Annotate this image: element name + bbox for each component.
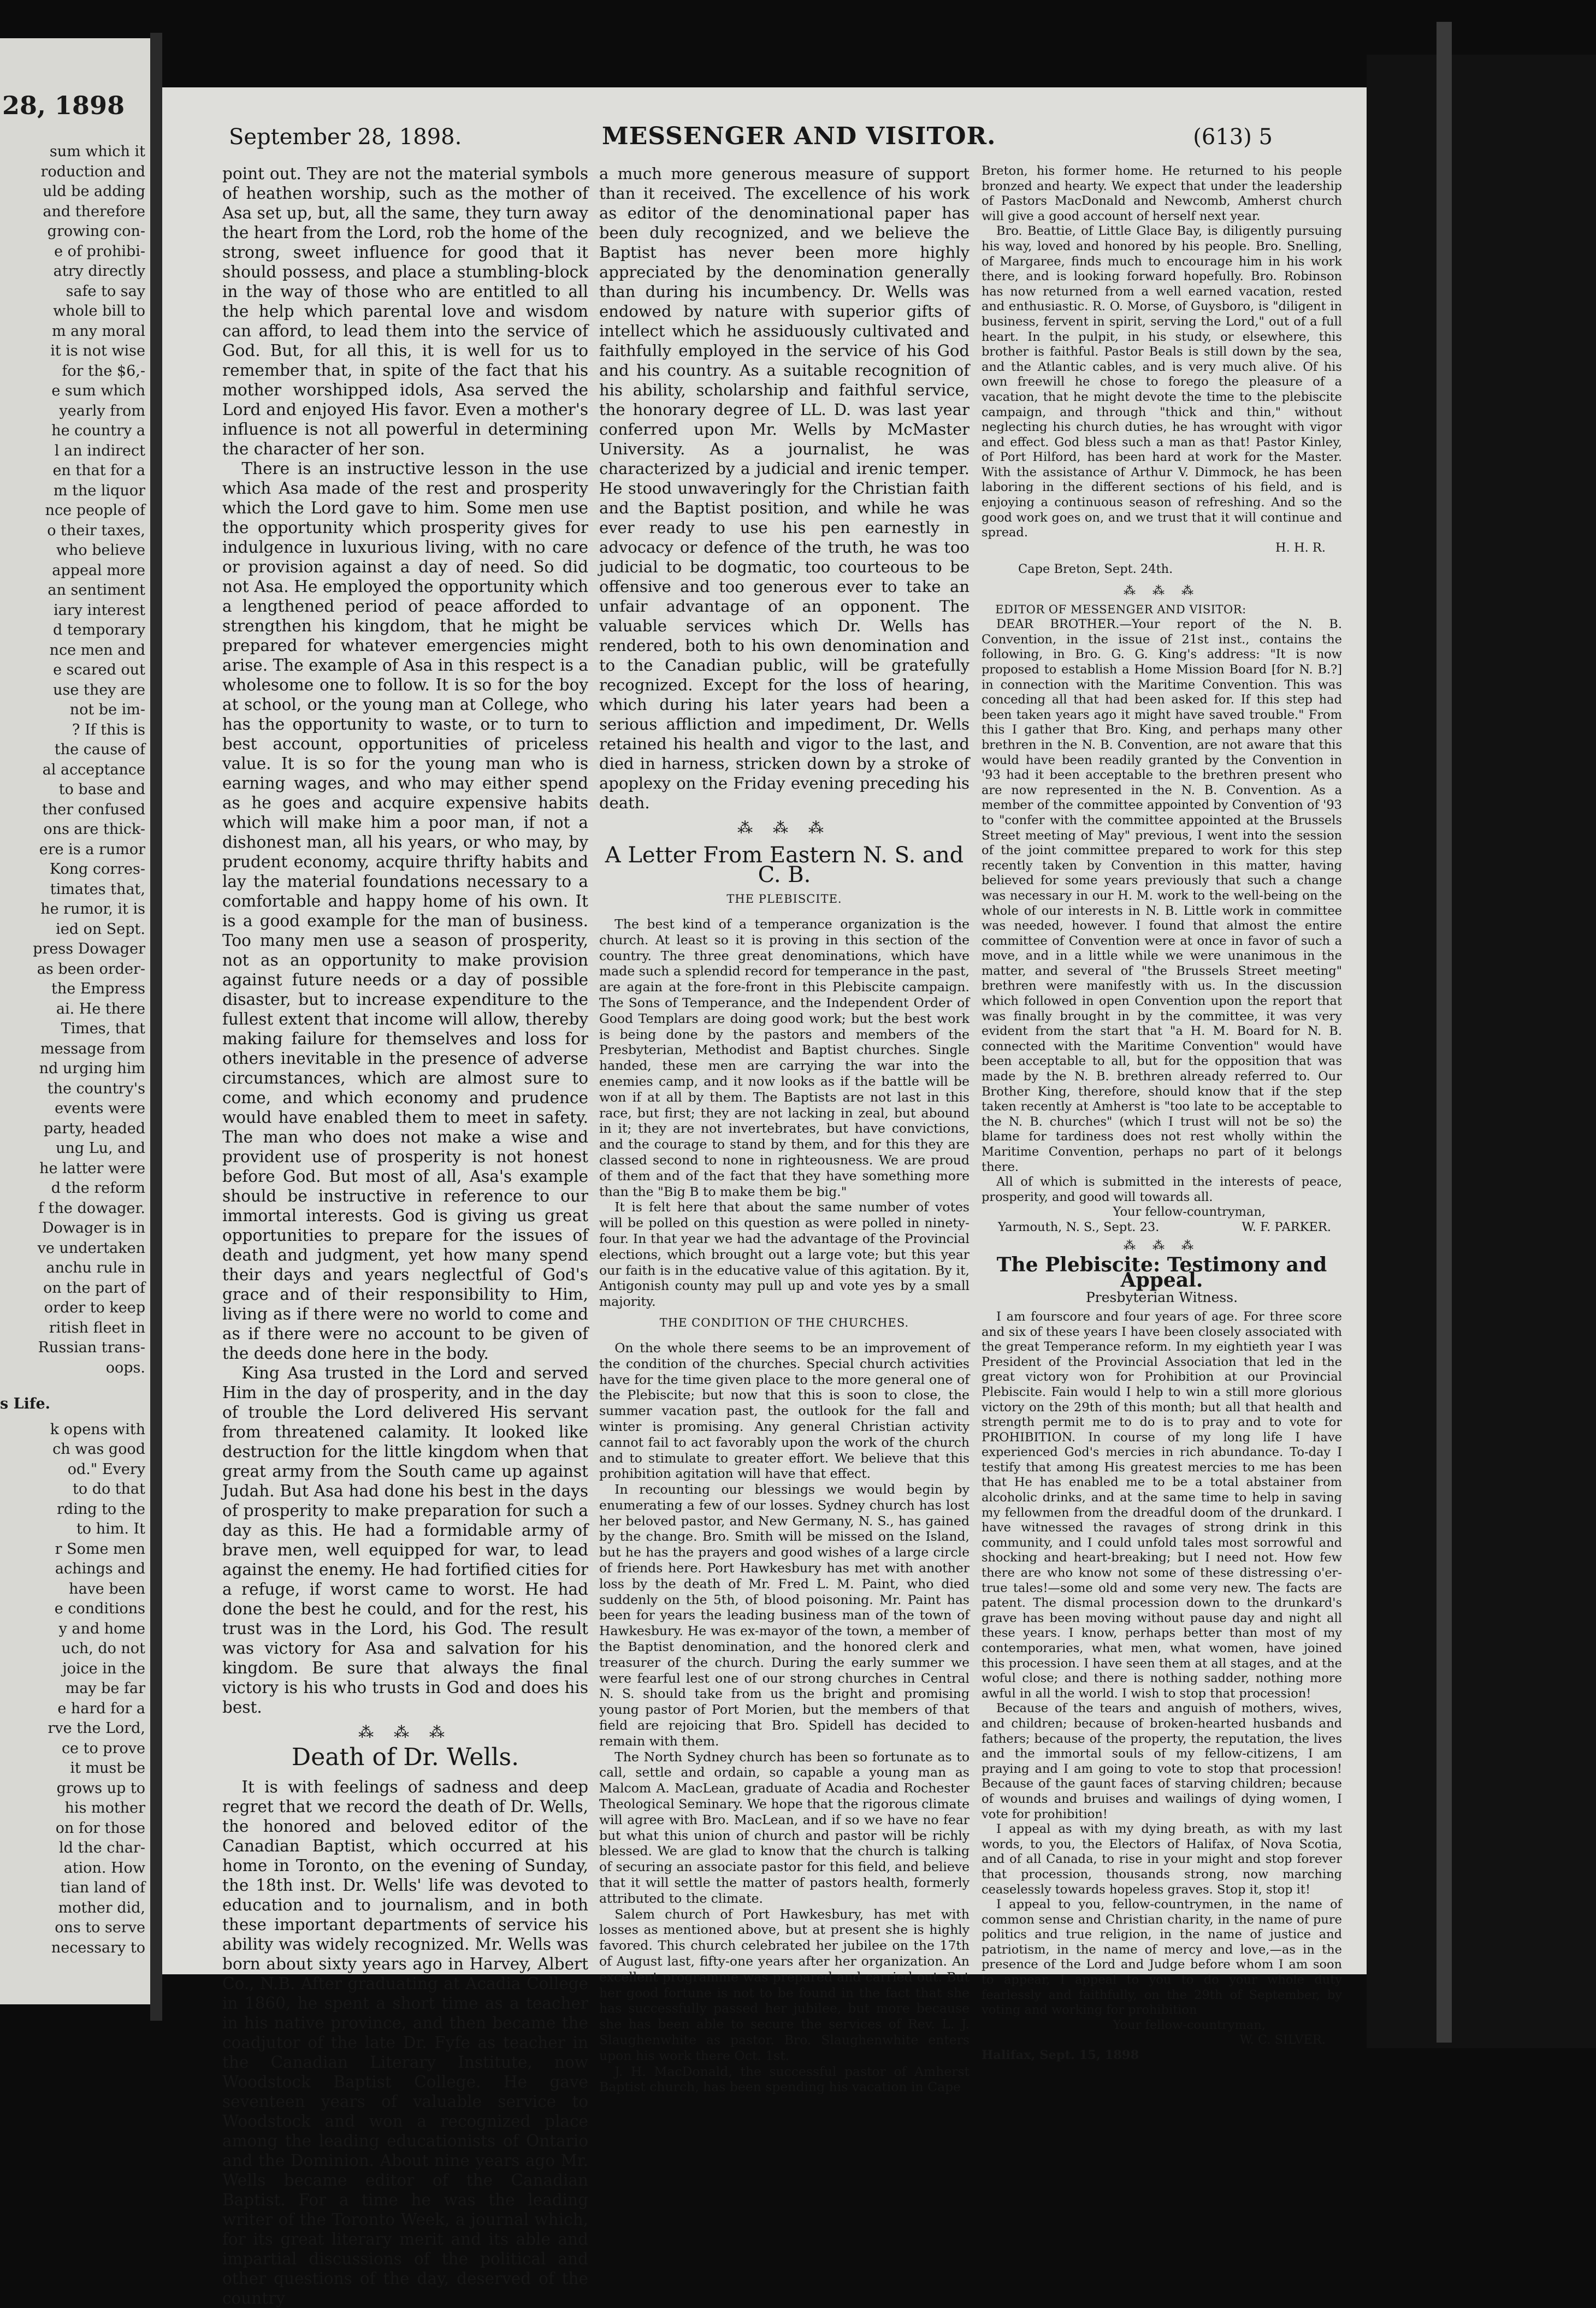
fragment-line: ai. He there xyxy=(56,1000,145,1017)
fragment-line: ung Lu, and xyxy=(56,1140,145,1157)
wells-article-body xyxy=(222,1777,588,2308)
fragment-line: as been order- xyxy=(37,960,145,978)
fragment-line: achings and xyxy=(55,1560,145,1577)
fragment-line: Times, that xyxy=(61,1020,145,1037)
fragment-line: his mother xyxy=(64,1800,145,1816)
paragraph: There is an instructive lesson in the use which Asa made of the rest and prosperity which the Lord gave to him. Some men use the opportunity which prosperity gives for indulgence in luxurious living, with no care or provision against a day of need. So did not Asa. He employed the opportunity which a lengthened period of peace afforded to strengthen his kingdom, that he might be prepared for whatever emergencies might arise. The example of Asa in this respect is a wholesome one to follow. It is so for the boy at school, or the young man at College, who has the opportunity to waste, or to turn to best account, opportunities of priceless value. It is so for the young man who is earning wages, and who may either spend as he goes and acquire expensive habits which will make him a poor man, if not a dishonest man, all his years, or who may, by prudent economy, acquire thrifty habits and lay the material foundations necessary to a comfortable and happy home of his own. It is a good example for the man of business. Too many men use a season of prosperity, not as an opportunity to make provision against future needs or a day of possible disaster, but to increase expenditure to the fullest extent that income will allow, thereby making failure for themselves and loss for others inevitable in the presence of adverse circumstances, which are almost sure to come, and which economy and prudence would have enabled them to meet in safety. The man who does not make a wise and provident use of prosperity is not honest before God. But most of all, Asa's example should be instructive in reference to our immortal interests. God is giving us great opportunities to prepare for the issues of death and judgment, yet how many spend their days and years neglectful of God's grace and of their responsibility to Him, living as if there were no world to come and as if there were no account to be given of the deeds done here in the body. xyxy=(222,459,588,1363)
section-ornament: ⁂ ⁂ ⁂ xyxy=(358,1723,452,1741)
masthead-title: MESSENGER AND VISITOR. xyxy=(602,122,996,150)
fragment-line: safe to say xyxy=(66,282,145,300)
fragment-line: m any moral xyxy=(51,322,145,340)
paragraph: a much more generous measure of support than it received. The excellence of his work as editor of the denominational paper has been duly recognized, and we believe the Baptist has never been more highly appreciated by the denomination generally than during his incumbency. Dr. Wells was endowed by nature with superior gifts of intellect which he assiduously cultivated and faithfully employed in the service of his God and his country. As a suitable recognition of his ability, scholarship and faithful service, the honorary degree of LL. D. was last year conferred upon Mr. Wells by McMaster University. As a journalist, he was characterized by a judicial and irenic temper. He stood unwaveringly for the Christian faith and the Baptist position, and while he was ever ready to use his pen earnestly in advocacy or defence of the truth, he was too judicial to be dogmatic, too courteous to be offensive and too generous ever to take an unfair advantage of an opponent. The valuable services which Dr. Wells has rendered, both to his own denomination and to the Canadian public, will be gratefully recognized. Except for the loss of hearing, which during his later years had been a serious affliction and impediment, Dr. Wells retained his health and vigor to the last, and died in harness, stricken down by a stroke of apoplexy on the Friday evening preceding his death. xyxy=(599,164,970,812)
previous-page-header: 28, 1898 xyxy=(2,91,125,120)
fragment-line: m the liquor xyxy=(53,482,145,499)
fragment-line: rve the Lord, xyxy=(48,1720,145,1737)
section-ornament: ⁂ ⁂ ⁂ xyxy=(737,819,831,837)
fragment-line: uch, do not xyxy=(61,1640,145,1657)
fragment-line: mother did, xyxy=(58,1899,145,1916)
fragment-line: uld be adding xyxy=(43,183,145,200)
fragment-line: al acceptance xyxy=(42,761,145,778)
fragment-line: y and home xyxy=(58,1620,145,1637)
fragment-line: atry directly xyxy=(53,263,145,280)
fragment-line: the cause of xyxy=(54,741,145,758)
fragment-line: Kong corres- xyxy=(49,861,145,878)
fragment-line: ve undertaken xyxy=(37,1239,145,1257)
paragraph: King Asa trusted in the Lord and served Him in the day of prosperity, and in the day of trouble the Lord delivered His servant from threatened calamity. It looked like destruction for the little kingdom when that great army from the South came up against Judah. But Asa had done his best in the days of prosperity to make preparation for such a day as this. He had a formidable army of brave men, well equipped for war, to lead against the enemy. He had fortified cities for a refuge, if worst came to worst. He had done the best he could, and for the rest, his trust was in the Lord, his God. The result was victory for Asa and salvation for his kingdom. Be sure that always the final victory is his who trusts in God and does his best. xyxy=(222,1364,588,1717)
fragment-line: an sentiment xyxy=(48,582,145,599)
wells-heading: Death of Dr. Wells. xyxy=(291,1743,519,1771)
fragment-line: have been xyxy=(69,1580,145,1597)
fragment-line: it must be xyxy=(70,1760,145,1777)
fragment-line: ? If this is xyxy=(72,721,145,738)
fragment-line: the country's xyxy=(47,1080,145,1097)
paragraph: I am fourscore and four years of age. For three score and six of these years I have been closely associated with the great Temperance reform. In my eightieth year I was President of the Provincial Association that led in the great victory won for Prohibition at our Provincial Plebiscite. Fain would I help to win a still more glorious victory on the 29th of this month; but all that health and strength permit me to do is to pray and to vote for PROHIBITION. In course of my long life I have experienced God's mercies in rich abundance. To-day I testify that among His greatest mercies to me has been that He has enabled me to be a total abstainer from alcoholic drinks, and at the same time to help in saving my fellowmen from the dreadful doom of the drunkard. I have witnessed the ravages of strong drink in this community, and I could unfold tales most sorrowful and shocking and heart-breaking; but I need not. How few there are who know not some of these distressing o'er-true tales!—some old and some very new. The facts are patent. The dismal procession down to the drunkard's grave has been moving without pause day and night all these years. I know, perhaps better than most of my contemporaries, what men, what women, have joined this procession. I have seen them at all stages, and at the woful close; and there is nothing sadder, nothing more awful in all the world. I wish to stop that procession! xyxy=(982,1309,1342,1701)
column-3 xyxy=(982,164,1342,2063)
closing-countryman: Your fellow-countryman, xyxy=(1113,2017,1266,2032)
fragment-line: events were xyxy=(55,1100,145,1117)
fragment-line: e of prohibi- xyxy=(54,242,145,260)
churches-section xyxy=(599,1340,970,2095)
fragment-line: on for those xyxy=(55,1819,145,1837)
paragraph: I appeal as with my dying breath, as with my last words, to you, the Electors of Halifax, of Nova Scotia, and of all Canada, to rise in your might and stop forever that procession, thousands strong, now marching ceaselessly towards hopeless graves. Stop it, stop it! xyxy=(982,1822,1342,1897)
fragment-line: iary interest xyxy=(54,601,145,619)
letter-continued xyxy=(982,164,1342,541)
fragment-line: he rumor, it is xyxy=(40,901,145,918)
newspaper-page xyxy=(162,87,1367,2307)
fragment-line: Dowager is in xyxy=(42,1220,145,1236)
fragment-line: nce people of xyxy=(45,502,145,519)
fragment-line: tian land of xyxy=(60,1879,145,1896)
column-1 xyxy=(222,164,588,2308)
fragment-line: rding to the xyxy=(57,1500,145,1518)
fragment-line: the Empress xyxy=(51,980,145,997)
fragment-line: en that for a xyxy=(52,462,145,479)
plebiscite-subhead: THE PLEBISCITE. xyxy=(726,892,842,906)
fragment-line: ied on Sept. xyxy=(56,920,145,938)
fragment-line: nce men and xyxy=(49,641,145,659)
parker-letter xyxy=(982,617,1342,1205)
page-number: (613) 5 xyxy=(1193,125,1273,150)
fragment-line: growing con- xyxy=(47,223,145,240)
fragment-line: ch was good xyxy=(52,1441,145,1458)
page-header xyxy=(162,120,1367,153)
paragraph: Bro. Beattie, of Little Glace Bay, is diligently pursuing his way, loved and honored by his people. Bro. Snelling, of Margaree, finds much to encourage him in his work there, and is looking forward hopefully. Bro. Robinson has now returned from a well earned vacation, rested and enthusiastic. R. O. Morse, of Guysboro, is "diligent in business, fervent in spirit, serving the Lord," out of a full heart. In the pulpit, in his study, or elsewhere, this brother is faithful. Pastor Beals is still down by the sea, and the Atlantic cables, and is very much alive. Of his own freewill he chose to forego the pleasure of a vacation, that he might devote the time to the plebiscite campaign, and through "thick and thin," without neglecting his church duties, he has wrought with vigor and effect. God bless such a man as that! Pastor Kinley, of Port Hilford, has been hard at work for the Master. With the assistance of Arthur V. Dimmock, he has been laboring in the different sections of his field, and is enjoying a continuous season of refreshing. And so the good work goes on, and we trust that it will continue and spread. xyxy=(982,224,1342,540)
fragment-line: d temporary xyxy=(52,622,145,638)
background-strip xyxy=(1437,22,1452,2043)
section-ornament: ⁂ ⁂ ⁂ xyxy=(1124,1239,1200,1253)
fragment-line: ons to serve xyxy=(55,1919,145,1936)
fragment-line: roduction and xyxy=(40,163,145,180)
fragment-line: e hard for a xyxy=(57,1700,145,1717)
fragment-line: d the reform xyxy=(51,1180,145,1197)
editor-salutation: EDITOR OF MESSENGER AND VISITOR: xyxy=(995,602,1246,616)
fragment-line: he country a xyxy=(51,422,145,439)
paragraph: DEAR BROTHER.—Your report of the N. B. Convention, in the issue of 21st inst., contains the following, in Bro. G. G. King's address: "It is now proposed to establish a Home Mission Board [for N. B.?] in connection with the Maritime Convention. This was conceding all that had been asked for. If this step had been taken years ago it might have saved trouble." From this I gather that Bro. King, and perhaps many other brethren in the N. B. Convention, are not aware that this would have been readily granted by the Convention in '93 had it been acceptable to the brethren present who are now represented in the N. B. Convention. As a member of the committee appointed by Convention of '93 to "confer with the committee appointed at the Brussels Street meeting of May" previous, I went into the session of the joint committee prepared to work for this step recently taken by Convention in this matter, having believed for some years previously that such a change was necessary in our H. M. work to the well-being on the whole of our interests in N. B. Little work in committee was needed, however. I found that almost the entire committee of Convention were at once in favor of such a move, and in a little while we were unanimous in the matter, and several of "the Brussels Street meeting" brethren were manifestly with us. In the discussion which followed in open Convention upon the report that was finally brought in by the committee, it was very evident from the start that "a H. M. Board for N. B. connected with the Maritime Convention" would have been acceptable to all, but for the opposition that was made by the N. B. brethren already referred to. Our Brother King, therefore, should know that if the step taken recently at Amherst is "too late to be acceptable to the N. B. churches" (which I trust will not be so) the blame for tardiness does not rest wholly within the Maritime Convention, perhaps no part of it belongs there. xyxy=(982,617,1342,1174)
fragment-line: he latter were xyxy=(39,1159,145,1177)
fragment-line: ce to prove xyxy=(61,1739,145,1757)
source-presbyterian-witness: Presbyterian Witness. xyxy=(1085,1289,1238,1306)
header-date: September 28, 1898. xyxy=(229,125,462,150)
book-gutter xyxy=(150,33,162,2021)
fragment-line: e sum which xyxy=(51,382,145,399)
fragment-line: who believe xyxy=(56,542,145,559)
fragment-line: anchu rule in xyxy=(46,1259,145,1276)
paragraph: point out. They are not the material symbols of heathen worship, such as the mother of Asa set up, but, all the same, they turn away the heart from the Lord, rob the home of the strong, sweet influence for good that it should possess, and place a stumbling-block in the way of those who are entitled to all the help which parental love and wisdom can afford, to lead them into the service of God. But, for all this, it is well for us to remember that, in spite of the fact that his mother worshipped idols, Asa served the Lord and enjoyed His favor. Even a mother's influence is not all powerful in determining the character of her son. xyxy=(222,164,588,458)
fragment-line: not be im- xyxy=(69,701,145,718)
paragraph: The best kind of a temperance organization is the church. At least so it is proving in this section of the country. The three great denominations, which have made such a splendid record for temperance in the past, are again at the fore-front in this Plebiscite campaign. The Sons of Temperance, and the Independent Order of Good Templars are doing good work; but the best work is being done by the pastors and members of the Presbyterian, Methodist and Baptist churches. Single handed, these men are carrying the war into the enemies camp, and it now looks as if the battle will be won if at all by them. The Baptists are not last in this race, but first; they are not lacking in zeal, but abound in it; they are not invertebrates, but have convictions, and the courage to stand by them, and for this they are classed second to none in righteousness. We are proud of them and of the fact that they have something more than the "Big B to make them be big." xyxy=(599,916,970,1199)
fragment-line: k opens with xyxy=(50,1421,145,1438)
paragraph: Because of the tears and anguish of mothers, wives, and children; because of broken-hearted husbands and fathers; because of the property, the reputation, the lives and the immortal souls of my fellow-citizens, I am praying and I am going to vote to stop that procession! Because of the gaunt faces of starving children; because of wounds and bruises and wailings of dying women, I vote for prohibition! xyxy=(982,1701,1342,1821)
fragment-heading: s Life. xyxy=(0,1395,51,1412)
closing-fraternally: Your fellow-countryman, xyxy=(1113,1205,1266,1220)
signature-parker: W. F. PARKER. xyxy=(1242,1220,1331,1234)
dateline-cape-breton: Cape Breton, Sept. 24th. xyxy=(1018,562,1173,577)
fragment-line: joice in the xyxy=(62,1660,145,1677)
fragment-line: whole bill to xyxy=(53,303,145,319)
paragraph: Breton, his former home. He returned to his people bronzed and hearty. We expect that under the leadership of Pastors MacDonald and Newcomb, Amherst church will give a good account of herself next year. xyxy=(982,164,1342,223)
fragment-line: for the $6,- xyxy=(62,362,145,380)
fragment-line: message from xyxy=(40,1040,145,1057)
fragment-line: yearly from xyxy=(59,402,145,419)
background-right xyxy=(1367,55,1596,2048)
fragment-line: od." Every xyxy=(67,1460,145,1478)
column-2 xyxy=(599,164,970,2095)
fragment-line: e scared out xyxy=(53,661,145,678)
fragment-line: Russian trans- xyxy=(38,1339,145,1356)
paragraph: It is with feelings of sadness and deep regret that we record the death of Dr. Wells, the honored and beloved editor of the Canadian Baptist, which occurred at his home in Toronto, on the evening of Sunday, the 18th inst. Dr. Wells' life was devoted to education and to journalism, and in both these important departments of service his ability was widely recognized. Mr. Wells was born about sixty years ago in Harvey, Albert Co., N.B. After graduating at Acadia College in 1860, he spent a short time as a teacher in his native province, and then became the coadjutor of the late Dr. Fyfe as teacher in the Canadian Literary Institute, now Woodstock Baptist College. He gave seventeen years of valuable service to Woodstock and won a recognized place among the leading educationists of Ontario and the Dominion. About nine years ago Mr. Wells became editor of the Canadian Baptist. For a time he was the leading writer of the Toronto Week, a journal which, for its great literary merit and its able and impartial discussions of the political and other questions of the day, deserved of the country xyxy=(222,1778,588,2307)
letter-heading: A Letter From Eastern N. S. and C. B. xyxy=(605,843,964,887)
fragment-line: oops. xyxy=(105,1359,145,1376)
fragment-line: to him. It xyxy=(76,1520,145,1537)
fragment-line: grows up to xyxy=(56,1779,145,1797)
fragment-line: appeal more xyxy=(52,561,145,579)
paragraph: Salem church of Port Hawkesbury, has met with losses as mentioned above, but at present she is highly favored. This church celebrated her jubilee on the 17th of August last, fifty-one years after her organization. An excellent programme was prepared and carried out. But her good fortune is not to be found in the fact that she has successfully passed her jubilee, but more because she has been able to secure the services of Rev. L. J. Slaughenwhite as pastor. Bro. Slaughenwhite enters upon his work there Oct. 1st. xyxy=(599,1906,970,2063)
fragment-line: ritish fleet in xyxy=(49,1319,145,1336)
previous-page-edge xyxy=(0,38,150,2004)
fragment-line: ld the char- xyxy=(59,1839,145,1856)
dateline-yarmouth: Yarmouth, N. S., Sept. 23. xyxy=(998,1220,1160,1234)
fragment-line: o their taxes, xyxy=(47,522,145,539)
fragment-line: r Some men xyxy=(55,1540,145,1558)
churches-subhead: THE CONDITION OF THE CHURCHES. xyxy=(659,1316,909,1329)
fragment-line: press Dowager xyxy=(33,940,145,957)
fragment-line: timates that, xyxy=(50,880,145,898)
fragment-line: ons are thick- xyxy=(43,821,145,838)
fragment-line: to base and xyxy=(58,781,145,798)
fragment-line: ere is a rumor xyxy=(39,841,145,858)
paragraph: I appeal to you, fellow-countrymen, in the name of common sense and Christian charity, in the name of pure politics and true religion, in the name of justice and patriotism, in the name of mercy and love,—as in the presence of the Lord and Judge before whom I am soon to appear, I appeal to you to do your whole duty fearlessly and faithfully, on the 29th of September, by voting and working for prohibition xyxy=(982,1897,1342,2017)
fragment-line: and therefore xyxy=(43,203,145,220)
wells-article-continued xyxy=(599,164,970,813)
fragment-line: necessary to xyxy=(51,1939,145,1956)
plebiscite-appeal-heading: The Plebiscite: Testimony and Appeal. xyxy=(996,1253,1327,1292)
dateline-halifax: Halifax, Sept. 15, 1898 xyxy=(982,2048,1139,2063)
paragraph: The North Sydney church has been so fortunate as to call, settle and ordain, so capable a young man as Malcom A. MacLean, graduate of Acadia and Rochester Theological Seminary. We hope that the rigorous climate will agree with Bro. MacLean, and if so we have no fear but what this union of church and pastor will be richly blessed. We are glad to know that the church is talking of securing an associate pastor for this field, and believe that it will settle the matter of pastors health, formerly attributed to the climate. xyxy=(599,1749,970,1906)
signature-hhr: H. H. R. xyxy=(1275,540,1326,555)
paragraph: All of which is submitted in the interests of peace, prosperity, and good will towards all. xyxy=(982,1175,1342,1204)
fragment-line: use they are xyxy=(53,681,145,699)
fragment-line: ther confused xyxy=(42,801,145,818)
appeal-body xyxy=(982,1310,1342,2018)
fragment-line: party, headed xyxy=(44,1120,145,1137)
signature-silver: W. C. SILVER. xyxy=(1239,2033,1326,2047)
fragment-line: l an indirect xyxy=(54,442,145,459)
fragment-line: sum which it xyxy=(49,143,145,160)
paragraph: It is felt here that about the same number of votes will be polled on this question as were polled in ninety-four. In that year we had the advantage of the Provincial elections, which brought out a large vote; but this year our faith is in the educative value of this agitation. By it, Antigonish county may pull up and vote yes by a small majority. xyxy=(599,1199,970,1310)
paragraph: On the whole there seems to be an improvement of the condition of the churches. Special church activities have for the time given place to the more general one of the Plebiscite; but now that this is soon to close, the summer vacation past, the outlook for the fall and winter is promising. Any general Christian activity cannot fail to act favorably upon the work of the church and to stimulate to greater effort. We believe that this prohibition agitation will have that effect. xyxy=(599,1340,970,1482)
section-ornament: ⁂ ⁂ ⁂ xyxy=(1124,584,1200,599)
paragraph: J. H. MacDonald, the successful pastor of Amherst Baptist church, has been spending his vacation in Cape xyxy=(599,2063,970,2095)
paragraph: In recounting our blessings we would begin by enumerating a few of our losses. Sydney church has lost her beloved pastor, and New Germany, N. S., has gained by the change. Bro. Smith will be missed on the Island, but he has the prayers and good wishes of a large circle of friends here. Port Hawkesbury has met with another loss by the death of Mr. Fred L. M. Paint, who died suddenly on the 5th, of blood poisoning. Mr. Paint has been for years the leading business man of the town of Hawkesbury. He was ex-mayor of the town, a member of the Baptist denomination, and the honored clerk and treasurer of the church. During the early summer we were fearful lest one of our strong churches in Central N. S. should take from us the bright and promising young pastor of Port Morien, but the members of that field are rejoicing that Bro. Spidell has decided to remain with them. xyxy=(599,1482,970,1749)
asa-article-body xyxy=(222,164,588,1717)
fragment-line: on the part of xyxy=(43,1279,145,1297)
fragment-line: e conditions xyxy=(54,1600,145,1617)
fragment-line: f the dowager. xyxy=(38,1199,145,1217)
fragment-line: nd urging him xyxy=(39,1060,145,1077)
plebiscite-section xyxy=(599,916,970,1310)
fragment-line: ation. How xyxy=(63,1859,145,1877)
parker-signoff xyxy=(982,1220,1342,1235)
fragment-line: order to keep xyxy=(44,1299,145,1316)
fragment-line: it is not wise xyxy=(50,342,145,359)
previous-page-text xyxy=(0,142,147,1958)
fragment-line: to do that xyxy=(73,1481,145,1498)
fragment-line: may be far xyxy=(65,1680,145,1697)
